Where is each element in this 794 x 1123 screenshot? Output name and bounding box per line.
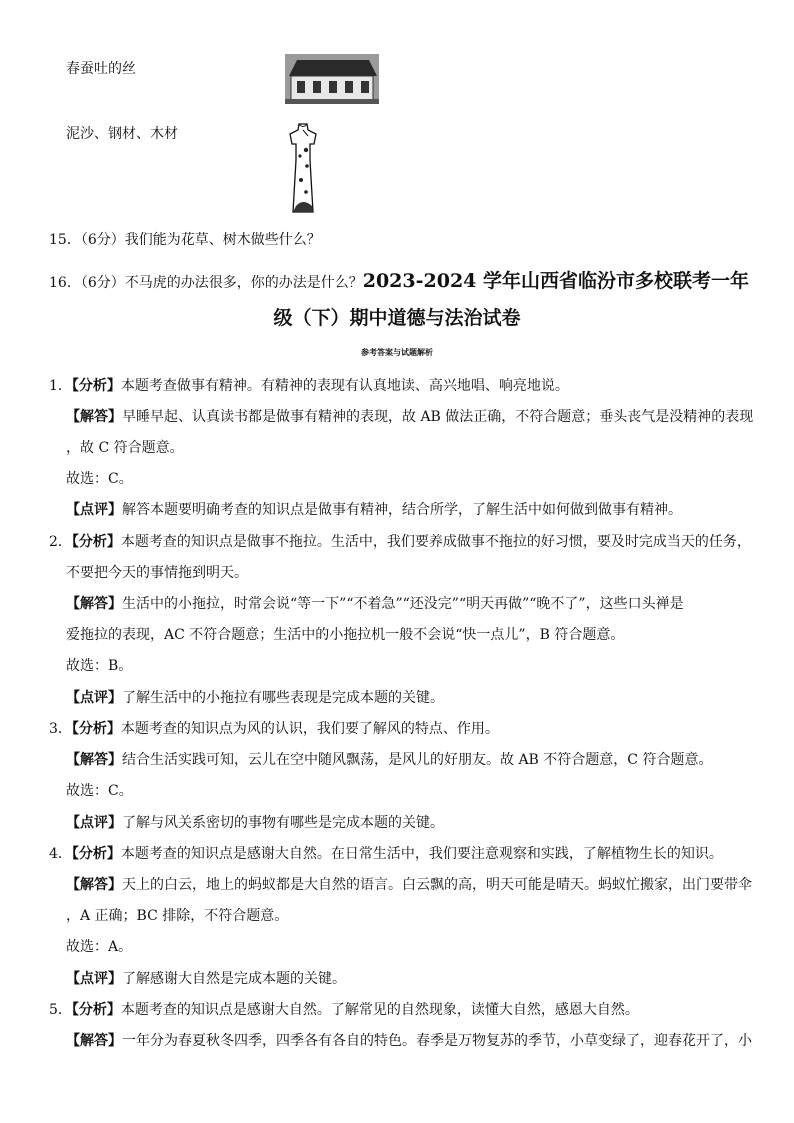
comment-text: 了解感谢大自然是完成本题的关键。: [122, 971, 346, 987]
comment-tag: 【点评】: [66, 815, 122, 831]
solution-text: 天上的白云，地上的蚂蚁都是大自然的语言。白云飘的高，明天可能是晴天。蚂蚁忙搬家，出门要带伞: [122, 877, 752, 893]
qipao-image: [284, 120, 322, 216]
answer-2-solution: [66, 593, 684, 613]
answer-4-comment: [66, 968, 346, 988]
answer-4-solution: [66, 874, 752, 894]
answer-3-analysis: [49, 718, 499, 738]
analysis-text: 本题考查的知识点是感谢大自然。在日常生活中，我们要注意观察和实践，了解植物生长的知识。: [120, 846, 723, 862]
analysis-tag: 【分析】: [71, 846, 121, 862]
answer-number: 2．: [49, 534, 72, 550]
question-16: [49, 266, 749, 293]
answer-2-comment: [66, 687, 444, 707]
answer-5-analysis: [49, 999, 639, 1019]
answer-1-solution: [66, 406, 753, 426]
comment-text: 了解与风关系密切的事物有哪些是完成本题的关键。: [122, 815, 444, 831]
comment-tag: 【点评】: [66, 690, 122, 706]
analysis-tag: 【分析】: [71, 378, 121, 394]
analysis-tag: 【分析】: [71, 721, 121, 737]
answer-3-choice: 故选：C。: [66, 783, 133, 799]
answer-3-solution: [66, 749, 712, 769]
answer-1-solution-cont: ，故 C 符合题意。: [66, 440, 184, 456]
matching-item-silk: 春蚕吐的丝: [66, 61, 136, 77]
matching-item-materials: 泥沙、钢材、木材: [66, 126, 178, 142]
answer-2-analysis: [49, 531, 751, 551]
answer-1-analysis: [49, 375, 569, 395]
answer-4-choice: 故选：A。: [66, 939, 133, 955]
analysis-text: 本题考查做事有精神。有精神的表现有认真地读、高兴地唱、响亮地说。: [120, 378, 569, 394]
qipao-dress-icon: [284, 120, 322, 216]
solution-text: 生活中的小拖拉，时常会说“等一下”“不着急”“还没完”“明天再做”“晚不了”，这些口头禅是: [122, 596, 684, 612]
comment-tag: 【点评】: [66, 971, 122, 987]
answer-1-comment: [66, 499, 682, 519]
analysis-text: 本题考查的知识点为风的认识，我们要了解风的特点、作用。: [120, 721, 499, 737]
solution-text: 早睡早起、认真读书都是做事有精神的表现，故 AB 做法正确，不符合题意；垂头丧气是没精神的表现: [122, 409, 754, 425]
comment-text: 了解生活中的小拖拉有哪些表现是完成本题的关键。: [122, 690, 444, 706]
answer-number: 3．: [49, 721, 72, 737]
analysis-tag: 【分析】: [71, 534, 121, 550]
house-image: [285, 54, 379, 104]
question-16-text: 16．（6分）不马虎的办法很多，你的办法是什么？: [49, 275, 363, 291]
answer-2-choice: 故选：B。: [66, 658, 133, 674]
answer-4-solution-cont: ，A 正确；BC 排除，不符合题意。: [66, 908, 289, 924]
answer-5-solution: [66, 1030, 752, 1050]
answer-4-analysis: [49, 843, 723, 863]
comment-tag: 【点评】: [66, 502, 122, 518]
solution-tag: 【解答】: [66, 596, 122, 612]
answer-3-comment: [66, 812, 444, 832]
page-title-part1: 2023-2024 学年山西省临汾市多校联考一年: [362, 270, 749, 292]
solution-tag: 【解答】: [66, 1033, 122, 1049]
solution-tag: 【解答】: [66, 409, 122, 425]
solution-text: 结合生活实践可知，云儿在空中随风飘荡，是风儿的好朋友。故 AB 不符合题意，C 符合题意。: [122, 752, 713, 768]
answer-1-choice: 故选：C。: [66, 471, 133, 487]
answer-section-subtitle: 参考答案与试题解析: [361, 347, 433, 357]
question-15: 15．（6分）我们能为花草、树木做些什么？: [49, 232, 321, 248]
solution-tag: 【解答】: [66, 877, 122, 893]
page-title-part2: 级（下）期中道德与法治试卷: [273, 307, 521, 329]
answer-number: 1．: [49, 378, 72, 394]
answer-2-analysis-cont: 不要把今天的事情拖到明天。: [66, 565, 248, 581]
solution-text: 一年分为春夏秋冬四季，四季各有各自的特色。春季是万物复苏的季节，小草变绿了，迎春花开了，小: [122, 1033, 752, 1049]
answer-2-solution-cont: 爱拖拉的表现，AC 不符合题意；生活中的小拖拉机一般不会说“快一点儿”，B 符合题意。: [66, 627, 625, 643]
solution-tag: 【解答】: [66, 752, 122, 768]
comment-text: 解答本题要明确考查的知识点是做事有精神，结合所学，了解生活中如何做到做事有精神。: [122, 502, 682, 518]
answer-number: 5．: [49, 1002, 72, 1018]
analysis-text: 本题考查的知识点是感谢大自然。了解常见的自然现象，读懂大自然，感恩大自然。: [120, 1002, 639, 1018]
answer-number: 4．: [49, 846, 72, 862]
analysis-text: 本题考查的知识点是做事不拖拉。生活中，我们要养成做事不拖拉的好习惯，要及时完成当天的任务，: [120, 534, 751, 550]
analysis-tag: 【分析】: [71, 1002, 121, 1018]
house-icon: [285, 54, 379, 104]
